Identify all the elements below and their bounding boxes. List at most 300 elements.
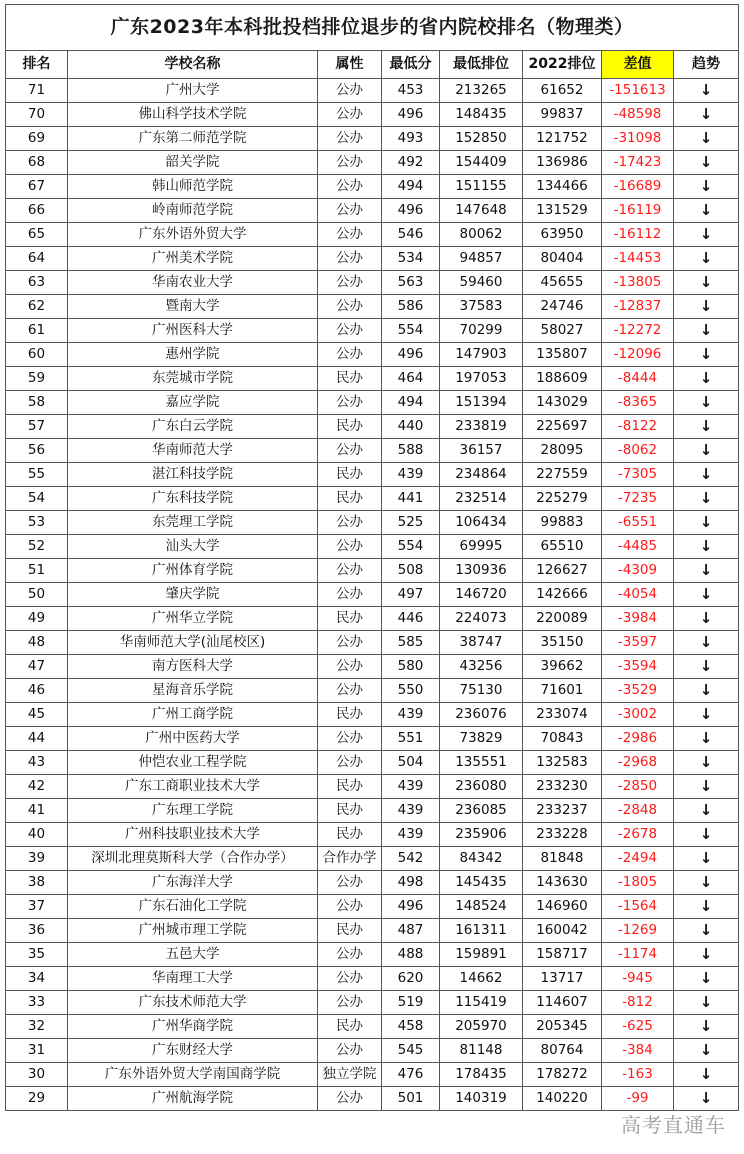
cell-rank: 58 (6, 391, 68, 415)
cell-rank: 62 (6, 295, 68, 319)
cell-rank: 59 (6, 367, 68, 391)
cell-attribute: 民办 (318, 607, 382, 631)
cell-min-score: 487 (382, 919, 440, 943)
cell-attribute: 民办 (318, 463, 382, 487)
cell-attribute: 公办 (318, 79, 382, 103)
trend-down-arrow-icon: ↓ (674, 919, 739, 943)
table-row (6, 967, 739, 991)
cell-min-rank: 80062 (440, 223, 523, 247)
cell-school-name: 汕头大学 (68, 535, 318, 559)
cell-min-score: 439 (382, 463, 440, 487)
cell-rank-2022: 136986 (523, 151, 602, 175)
trend-down-arrow-icon: ↓ (674, 967, 739, 991)
trend-down-arrow-icon: ↓ (674, 151, 739, 175)
cell-rank: 29 (6, 1087, 68, 1111)
cell-attribute: 公办 (318, 559, 382, 583)
trend-down-arrow-icon: ↓ (674, 271, 739, 295)
cell-school-name: 广东工商职业技术大学 (68, 775, 318, 799)
trend-down-arrow-icon: ↓ (674, 199, 739, 223)
table-row (6, 1063, 739, 1087)
cell-rank-2022: 131529 (523, 199, 602, 223)
table-row (6, 79, 739, 103)
table-row (6, 463, 739, 487)
table-row (6, 847, 739, 871)
cell-attribute: 公办 (318, 343, 382, 367)
table-row (6, 703, 739, 727)
cell-min-score: 580 (382, 655, 440, 679)
cell-rank-2022: 99837 (523, 103, 602, 127)
cell-min-score: 493 (382, 127, 440, 151)
cell-min-score: 550 (382, 679, 440, 703)
cell-min-score: 496 (382, 343, 440, 367)
trend-down-arrow-icon: ↓ (674, 871, 739, 895)
cell-school-name: 广州医科大学 (68, 319, 318, 343)
cell-rank-2022: 205345 (523, 1015, 602, 1039)
cell-min-rank: 151394 (440, 391, 523, 415)
cell-difference: -163 (602, 1063, 674, 1087)
cell-school-name: 惠州学院 (68, 343, 318, 367)
cell-min-score: 545 (382, 1039, 440, 1063)
header-row (6, 51, 739, 79)
trend-down-arrow-icon: ↓ (674, 127, 739, 151)
cell-attribute: 公办 (318, 655, 382, 679)
cell-rank-2022: 225697 (523, 415, 602, 439)
cell-min-rank: 37583 (440, 295, 523, 319)
cell-min-score: 588 (382, 439, 440, 463)
trend-down-arrow-icon: ↓ (674, 439, 739, 463)
cell-rank: 56 (6, 439, 68, 463)
cell-min-score: 554 (382, 319, 440, 343)
cell-rank: 46 (6, 679, 68, 703)
cell-attribute: 公办 (318, 1039, 382, 1063)
cell-min-rank: 140319 (440, 1087, 523, 1111)
cell-rank-2022: 134466 (523, 175, 602, 199)
cell-min-rank: 135551 (440, 751, 523, 775)
cell-attribute: 独立学院 (318, 1063, 382, 1087)
trend-down-arrow-icon: ↓ (674, 943, 739, 967)
cell-min-score: 494 (382, 391, 440, 415)
table-row (6, 871, 739, 895)
cell-min-score: 458 (382, 1015, 440, 1039)
cell-school-name: 广州科技职业技术大学 (68, 823, 318, 847)
table-row (6, 1087, 739, 1111)
cell-min-rank: 147648 (440, 199, 523, 223)
cell-min-rank: 233819 (440, 415, 523, 439)
cell-school-name: 广东第二师范学院 (68, 127, 318, 151)
cell-rank: 38 (6, 871, 68, 895)
cell-difference: -3597 (602, 631, 674, 655)
trend-down-arrow-icon: ↓ (674, 295, 739, 319)
cell-min-rank: 148524 (440, 895, 523, 919)
trend-down-arrow-icon: ↓ (674, 631, 739, 655)
cell-min-score: 492 (382, 151, 440, 175)
cell-rank: 32 (6, 1015, 68, 1039)
cell-rank-2022: 126627 (523, 559, 602, 583)
cell-min-score: 585 (382, 631, 440, 655)
cell-rank: 31 (6, 1039, 68, 1063)
watermark: 高考直通车 (621, 1113, 726, 1137)
cell-min-score: 620 (382, 967, 440, 991)
cell-rank: 57 (6, 415, 68, 439)
trend-down-arrow-icon: ↓ (674, 223, 739, 247)
cell-rank-2022: 70843 (523, 727, 602, 751)
table-row (6, 439, 739, 463)
cell-min-score: 554 (382, 535, 440, 559)
cell-min-score: 534 (382, 247, 440, 271)
cell-difference: -2968 (602, 751, 674, 775)
cell-difference: -8122 (602, 415, 674, 439)
header-difference: 差值 (602, 51, 674, 79)
cell-rank-2022: 13717 (523, 967, 602, 991)
cell-school-name: 华南师范大学(汕尾校区) (68, 631, 318, 655)
cell-rank-2022: 35150 (523, 631, 602, 655)
cell-min-score: 504 (382, 751, 440, 775)
cell-min-rank: 146720 (440, 583, 523, 607)
cell-rank: 70 (6, 103, 68, 127)
cell-attribute: 公办 (318, 583, 382, 607)
cell-min-score: 439 (382, 799, 440, 823)
trend-down-arrow-icon: ↓ (674, 847, 739, 871)
cell-difference: -3984 (602, 607, 674, 631)
cell-rank-2022: 188609 (523, 367, 602, 391)
cell-school-name: 南方医科大学 (68, 655, 318, 679)
cell-rank: 55 (6, 463, 68, 487)
table-row (6, 487, 739, 511)
cell-rank: 67 (6, 175, 68, 199)
cell-min-rank: 232514 (440, 487, 523, 511)
cell-attribute: 公办 (318, 271, 382, 295)
cell-rank: 63 (6, 271, 68, 295)
table-row (6, 151, 739, 175)
cell-rank: 43 (6, 751, 68, 775)
cell-rank-2022: 146960 (523, 895, 602, 919)
cell-rank: 68 (6, 151, 68, 175)
trend-down-arrow-icon: ↓ (674, 583, 739, 607)
cell-school-name: 韶关学院 (68, 151, 318, 175)
trend-down-arrow-icon: ↓ (674, 463, 739, 487)
cell-school-name: 湛江科技学院 (68, 463, 318, 487)
cell-rank: 52 (6, 535, 68, 559)
cell-rank-2022: 39662 (523, 655, 602, 679)
cell-min-rank: 84342 (440, 847, 523, 871)
cell-school-name: 仲恺农业工程学院 (68, 751, 318, 775)
cell-rank: 71 (6, 79, 68, 103)
trend-down-arrow-icon: ↓ (674, 703, 739, 727)
cell-min-rank: 234864 (440, 463, 523, 487)
cell-school-name: 广州体育学院 (68, 559, 318, 583)
trend-down-arrow-icon: ↓ (674, 247, 739, 271)
cell-school-name: 肇庆学院 (68, 583, 318, 607)
cell-attribute: 民办 (318, 367, 382, 391)
table-row (6, 919, 739, 943)
cell-school-name: 广州航海学院 (68, 1087, 318, 1111)
cell-attribute: 民办 (318, 703, 382, 727)
cell-rank-2022: 143029 (523, 391, 602, 415)
cell-attribute: 民办 (318, 1015, 382, 1039)
cell-rank: 40 (6, 823, 68, 847)
trend-down-arrow-icon: ↓ (674, 559, 739, 583)
table-row (6, 751, 739, 775)
trend-down-arrow-icon: ↓ (674, 535, 739, 559)
cell-difference: -1805 (602, 871, 674, 895)
cell-min-rank: 70299 (440, 319, 523, 343)
cell-rank: 51 (6, 559, 68, 583)
cell-school-name: 广州大学 (68, 79, 318, 103)
cell-rank-2022: 63950 (523, 223, 602, 247)
cell-min-rank: 148435 (440, 103, 523, 127)
cell-min-rank: 178435 (440, 1063, 523, 1087)
trend-down-arrow-icon: ↓ (674, 679, 739, 703)
cell-difference: -1564 (602, 895, 674, 919)
cell-min-rank: 236085 (440, 799, 523, 823)
cell-difference: -2494 (602, 847, 674, 871)
table-row (6, 223, 739, 247)
cell-attribute: 公办 (318, 103, 382, 127)
cell-difference: -16119 (602, 199, 674, 223)
cell-rank-2022: 28095 (523, 439, 602, 463)
cell-min-score: 498 (382, 871, 440, 895)
trend-down-arrow-icon: ↓ (674, 319, 739, 343)
cell-attribute: 公办 (318, 991, 382, 1015)
cell-rank: 54 (6, 487, 68, 511)
cell-school-name: 深圳北理莫斯科大学（合作办学） (68, 847, 318, 871)
trend-down-arrow-icon: ↓ (674, 1063, 739, 1087)
cell-attribute: 公办 (318, 319, 382, 343)
cell-attribute: 民办 (318, 799, 382, 823)
cell-difference: -16689 (602, 175, 674, 199)
cell-rank-2022: 233237 (523, 799, 602, 823)
cell-difference: -12096 (602, 343, 674, 367)
cell-min-score: 496 (382, 103, 440, 127)
table-title: 广东2023年本科批投档排位退步的省内院校排名（物理类） (6, 5, 739, 51)
trend-down-arrow-icon: ↓ (674, 799, 739, 823)
cell-attribute: 公办 (318, 943, 382, 967)
table-row (6, 511, 739, 535)
cell-school-name: 佛山科学技术学院 (68, 103, 318, 127)
table-row (6, 799, 739, 823)
cell-school-name: 广州华商学院 (68, 1015, 318, 1039)
cell-school-name: 广州华立学院 (68, 607, 318, 631)
trend-down-arrow-icon: ↓ (674, 823, 739, 847)
cell-difference: -2986 (602, 727, 674, 751)
cell-rank-2022: 140220 (523, 1087, 602, 1111)
cell-school-name: 广州工商学院 (68, 703, 318, 727)
cell-attribute: 公办 (318, 223, 382, 247)
cell-rank-2022: 135807 (523, 343, 602, 367)
cell-min-score: 439 (382, 823, 440, 847)
cell-difference: -8062 (602, 439, 674, 463)
cell-min-rank: 38747 (440, 631, 523, 655)
cell-difference: -4485 (602, 535, 674, 559)
cell-min-rank: 197053 (440, 367, 523, 391)
cell-min-score: 440 (382, 415, 440, 439)
cell-difference: -6551 (602, 511, 674, 535)
cell-difference: -3529 (602, 679, 674, 703)
cell-rank-2022: 158717 (523, 943, 602, 967)
cell-attribute: 公办 (318, 511, 382, 535)
cell-school-name: 东莞理工学院 (68, 511, 318, 535)
trend-down-arrow-icon: ↓ (674, 895, 739, 919)
cell-rank-2022: 71601 (523, 679, 602, 703)
cell-attribute: 公办 (318, 535, 382, 559)
cell-rank: 33 (6, 991, 68, 1015)
cell-difference: -48598 (602, 103, 674, 127)
cell-min-score: 586 (382, 295, 440, 319)
cell-min-rank: 151155 (440, 175, 523, 199)
cell-rank: 41 (6, 799, 68, 823)
trend-down-arrow-icon: ↓ (674, 1087, 739, 1111)
table-row (6, 343, 739, 367)
table-row (6, 1039, 739, 1063)
cell-rank: 65 (6, 223, 68, 247)
header-min-rank: 最低排位 (440, 51, 523, 79)
cell-attribute: 公办 (318, 871, 382, 895)
cell-difference: -31098 (602, 127, 674, 151)
cell-school-name: 广东财经大学 (68, 1039, 318, 1063)
cell-min-rank: 59460 (440, 271, 523, 295)
cell-difference: -625 (602, 1015, 674, 1039)
cell-rank: 37 (6, 895, 68, 919)
cell-attribute: 公办 (318, 895, 382, 919)
trend-down-arrow-icon: ↓ (674, 391, 739, 415)
cell-min-score: 441 (382, 487, 440, 511)
table-row (6, 103, 739, 127)
cell-rank: 50 (6, 583, 68, 607)
cell-rank: 42 (6, 775, 68, 799)
cell-school-name: 华南农业大学 (68, 271, 318, 295)
cell-rank-2022: 142666 (523, 583, 602, 607)
cell-attribute: 公办 (318, 151, 382, 175)
cell-min-rank: 14662 (440, 967, 523, 991)
cell-difference: -7305 (602, 463, 674, 487)
cell-school-name: 星海音乐学院 (68, 679, 318, 703)
cell-difference: -8365 (602, 391, 674, 415)
table-row (6, 127, 739, 151)
cell-rank: 60 (6, 343, 68, 367)
cell-rank-2022: 160042 (523, 919, 602, 943)
cell-difference: -1269 (602, 919, 674, 943)
table-row (6, 175, 739, 199)
table-row (6, 727, 739, 751)
trend-down-arrow-icon: ↓ (674, 79, 739, 103)
trend-down-arrow-icon: ↓ (674, 775, 739, 799)
table-row (6, 247, 739, 271)
cell-attribute: 公办 (318, 175, 382, 199)
cell-rank-2022: 114607 (523, 991, 602, 1015)
cell-min-rank: 73829 (440, 727, 523, 751)
cell-rank: 34 (6, 967, 68, 991)
cell-rank-2022: 80404 (523, 247, 602, 271)
cell-min-score: 488 (382, 943, 440, 967)
cell-school-name: 广州城市理工学院 (68, 919, 318, 943)
ranking-table (5, 4, 739, 1111)
title-row (6, 5, 739, 51)
table-row (6, 631, 739, 655)
table-row (6, 583, 739, 607)
table-row (6, 607, 739, 631)
cell-min-rank: 69995 (440, 535, 523, 559)
cell-attribute: 合作办学 (318, 847, 382, 871)
table-row (6, 367, 739, 391)
table-row (6, 991, 739, 1015)
header-rank: 排名 (6, 51, 68, 79)
cell-rank-2022: 132583 (523, 751, 602, 775)
trend-down-arrow-icon: ↓ (674, 367, 739, 391)
header-trend: 趋势 (674, 51, 739, 79)
cell-rank: 44 (6, 727, 68, 751)
cell-attribute: 公办 (318, 679, 382, 703)
cell-rank-2022: 24746 (523, 295, 602, 319)
cell-attribute: 民办 (318, 487, 382, 511)
cell-min-score: 546 (382, 223, 440, 247)
cell-rank: 66 (6, 199, 68, 223)
trend-down-arrow-icon: ↓ (674, 511, 739, 535)
cell-difference: -12837 (602, 295, 674, 319)
trend-down-arrow-icon: ↓ (674, 751, 739, 775)
trend-down-arrow-icon: ↓ (674, 1015, 739, 1039)
header-rank-2022: 2022排位 (523, 51, 602, 79)
trend-down-arrow-icon: ↓ (674, 343, 739, 367)
table-row (6, 1015, 739, 1039)
cell-min-rank: 213265 (440, 79, 523, 103)
cell-difference: -945 (602, 967, 674, 991)
cell-rank-2022: 233230 (523, 775, 602, 799)
cell-rank-2022: 220089 (523, 607, 602, 631)
cell-min-rank: 159891 (440, 943, 523, 967)
cell-min-score: 497 (382, 583, 440, 607)
cell-rank-2022: 80764 (523, 1039, 602, 1063)
cell-rank: 53 (6, 511, 68, 535)
cell-min-rank: 236076 (440, 703, 523, 727)
cell-difference: -8444 (602, 367, 674, 391)
cell-min-rank: 152850 (440, 127, 523, 151)
cell-rank-2022: 65510 (523, 535, 602, 559)
cell-min-score: 453 (382, 79, 440, 103)
cell-min-rank: 94857 (440, 247, 523, 271)
cell-attribute: 公办 (318, 751, 382, 775)
table-row (6, 943, 739, 967)
table-row (6, 295, 739, 319)
cell-min-rank: 224073 (440, 607, 523, 631)
cell-rank: 30 (6, 1063, 68, 1087)
cell-school-name: 岭南师范学院 (68, 199, 318, 223)
cell-min-score: 494 (382, 175, 440, 199)
cell-school-name: 五邑大学 (68, 943, 318, 967)
cell-attribute: 公办 (318, 295, 382, 319)
cell-min-rank: 236080 (440, 775, 523, 799)
trend-down-arrow-icon: ↓ (674, 1039, 739, 1063)
cell-attribute: 公办 (318, 967, 382, 991)
cell-school-name: 广州美术学院 (68, 247, 318, 271)
cell-school-name: 广东海洋大学 (68, 871, 318, 895)
table-row (6, 775, 739, 799)
cell-attribute: 公办 (318, 439, 382, 463)
cell-min-rank: 81148 (440, 1039, 523, 1063)
cell-min-score: 525 (382, 511, 440, 535)
cell-min-rank: 161311 (440, 919, 523, 943)
cell-school-name: 广东石油化工学院 (68, 895, 318, 919)
cell-attribute: 公办 (318, 127, 382, 151)
cell-difference: -99 (602, 1087, 674, 1111)
cell-min-rank: 36157 (440, 439, 523, 463)
cell-attribute: 公办 (318, 247, 382, 271)
cell-rank: 39 (6, 847, 68, 871)
table-row (6, 895, 739, 919)
cell-attribute: 公办 (318, 727, 382, 751)
trend-down-arrow-icon: ↓ (674, 175, 739, 199)
cell-difference: -13805 (602, 271, 674, 295)
header-school-name: 学校名称 (68, 51, 318, 79)
